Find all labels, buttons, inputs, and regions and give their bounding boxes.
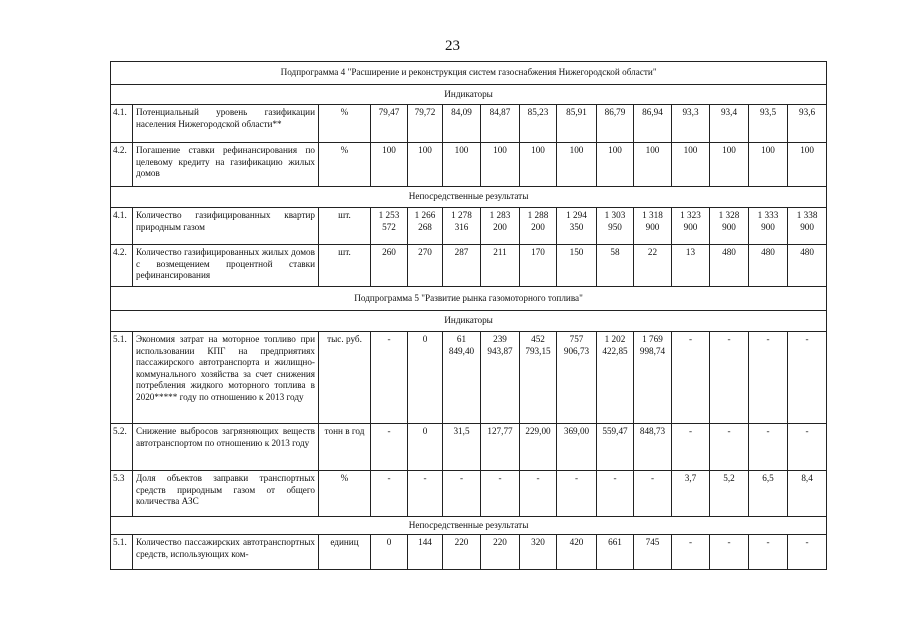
value-cell: 320 <box>520 535 557 570</box>
indicator-name: Количество газифицированных жилых домов с возмещением процентной ставки рефинансирования <box>133 245 319 287</box>
section-title: Индикаторы <box>111 311 827 332</box>
table-row <box>111 208 827 245</box>
value-cell: 1 323 900 <box>672 208 710 245</box>
value-cell: 420 <box>557 535 597 570</box>
value-cell: 1 303 950 <box>597 208 634 245</box>
value-cell: 31,5 <box>443 424 481 471</box>
value-cell: - <box>520 471 557 517</box>
value-cell: 100 <box>557 143 597 187</box>
value-cell: 6,5 <box>749 471 788 517</box>
table-row <box>111 332 827 424</box>
value-cell: - <box>710 424 749 471</box>
section-title: Непосредственные результаты <box>111 187 827 208</box>
value-cell: 85,91 <box>557 105 597 143</box>
value-cell: - <box>371 332 408 424</box>
unit-cell: единиц <box>319 535 371 570</box>
value-cell: 1 328 900 <box>710 208 749 245</box>
section-title: Подпрограмма 4 "Расширение и реконструкция систем газоснабжения Нижегородской области" <box>111 62 827 85</box>
row-number: 4.1. <box>111 208 133 245</box>
value-cell: 22 <box>634 245 672 287</box>
page-number: 23 <box>445 38 460 54</box>
unit-cell: % <box>319 143 371 187</box>
value-cell: 93,6 <box>788 105 827 143</box>
value-cell: 1 318 900 <box>634 208 672 245</box>
section-header-row <box>111 287 827 311</box>
table-body <box>111 62 827 570</box>
value-cell: 13 <box>672 245 710 287</box>
indicator-name: Количество газифицированных квартир природным газом <box>133 208 319 245</box>
value-cell: 100 <box>788 143 827 187</box>
value-cell: 0 <box>408 332 443 424</box>
value-cell: 3,7 <box>672 471 710 517</box>
section-header-row <box>111 85 827 105</box>
value-cell: 84,87 <box>481 105 520 143</box>
value-cell: 86,94 <box>634 105 672 143</box>
value-cell: - <box>672 424 710 471</box>
unit-cell: шт. <box>319 245 371 287</box>
value-cell: 8,4 <box>788 471 827 517</box>
value-cell: 369,00 <box>557 424 597 471</box>
value-cell: - <box>481 471 520 517</box>
value-cell: 100 <box>520 143 557 187</box>
value-cell: 1 333 900 <box>749 208 788 245</box>
table-row <box>111 471 827 517</box>
table-row <box>111 245 827 287</box>
value-cell: - <box>788 424 827 471</box>
value-cell: - <box>788 332 827 424</box>
value-cell: 0 <box>408 424 443 471</box>
indicator-name: Количество пассажирских автотранспортных средств, использующих ком- <box>133 535 319 570</box>
row-number: 4.2. <box>111 245 133 287</box>
section-header-row <box>111 517 827 535</box>
value-cell: 480 <box>749 245 788 287</box>
value-cell: 1 253 572 <box>371 208 408 245</box>
section-header-row <box>111 311 827 332</box>
section-header-row <box>111 62 827 85</box>
value-cell: 220 <box>481 535 520 570</box>
value-cell: 100 <box>443 143 481 187</box>
unit-cell: тонн в год <box>319 424 371 471</box>
value-cell: 100 <box>597 143 634 187</box>
value-cell: 1 294 350 <box>557 208 597 245</box>
value-cell: 93,5 <box>749 105 788 143</box>
unit-cell: % <box>319 105 371 143</box>
value-cell: 229,00 <box>520 424 557 471</box>
value-cell: - <box>557 471 597 517</box>
value-cell: 84,09 <box>443 105 481 143</box>
value-cell: 144 <box>408 535 443 570</box>
value-cell: 100 <box>634 143 672 187</box>
value-cell: - <box>672 535 710 570</box>
value-cell: - <box>710 332 749 424</box>
value-cell: 58 <box>597 245 634 287</box>
value-cell: 100 <box>481 143 520 187</box>
row-number: 5.1. <box>111 332 133 424</box>
value-cell: 661 <box>597 535 634 570</box>
value-cell: 100 <box>371 143 408 187</box>
row-number: 4.2. <box>111 143 133 187</box>
value-cell: 61 849,40 <box>443 332 481 424</box>
indicators-table <box>110 61 827 570</box>
value-cell: 1 283 200 <box>481 208 520 245</box>
section-header-row <box>111 187 827 208</box>
value-cell: 100 <box>749 143 788 187</box>
value-cell: - <box>371 424 408 471</box>
value-cell: 1 266 268 <box>408 208 443 245</box>
section-title: Непосредственные результаты <box>111 517 827 535</box>
table-row <box>111 143 827 187</box>
value-cell: 745 <box>634 535 672 570</box>
value-cell: - <box>371 471 408 517</box>
value-cell: 1 202 422,85 <box>597 332 634 424</box>
row-number: 5.1. <box>111 535 133 570</box>
value-cell: 85,23 <box>520 105 557 143</box>
value-cell: 93,3 <box>672 105 710 143</box>
value-cell: 220 <box>443 535 481 570</box>
value-cell: - <box>788 535 827 570</box>
value-cell: 0 <box>371 535 408 570</box>
indicator-name: Снижение выбросов загрязняющих веществ автотранспортом по отношению к 2013 году <box>133 424 319 471</box>
value-cell: 480 <box>788 245 827 287</box>
value-cell: 452 793,15 <box>520 332 557 424</box>
value-cell: - <box>408 471 443 517</box>
value-cell: 79,47 <box>371 105 408 143</box>
value-cell: 270 <box>408 245 443 287</box>
row-number: 5.2. <box>111 424 133 471</box>
unit-cell: % <box>319 471 371 517</box>
section-title: Индикаторы <box>111 85 827 105</box>
row-number: 5.3 <box>111 471 133 517</box>
value-cell: 1 278 316 <box>443 208 481 245</box>
indicator-name: Потенциальный уровень газификации населения Нижегородской области** <box>133 105 319 143</box>
indicator-name: Доля объектов заправки транспортных средств природным газом от общего количества АЗС <box>133 471 319 517</box>
value-cell: 1 288 200 <box>520 208 557 245</box>
value-cell: 100 <box>408 143 443 187</box>
value-cell: 79,72 <box>408 105 443 143</box>
value-cell: 1 338 900 <box>788 208 827 245</box>
value-cell: 150 <box>557 245 597 287</box>
value-cell: 848,73 <box>634 424 672 471</box>
value-cell: 287 <box>443 245 481 287</box>
unit-cell: тыс. руб. <box>319 332 371 424</box>
value-cell: 480 <box>710 245 749 287</box>
value-cell: - <box>749 535 788 570</box>
value-cell: 86,79 <box>597 105 634 143</box>
value-cell: 1 769 998,74 <box>634 332 672 424</box>
value-cell: 5,2 <box>710 471 749 517</box>
value-cell: 100 <box>672 143 710 187</box>
value-cell: 127,77 <box>481 424 520 471</box>
row-number: 4.1. <box>111 105 133 143</box>
unit-cell: шт. <box>319 208 371 245</box>
table-row <box>111 424 827 471</box>
value-cell: 211 <box>481 245 520 287</box>
indicator-name: Экономия затрат на моторное топливо при использовании КПГ на предприятиях пассажирского автотранспорта и жилищно-коммунального хозяйства за счет снижения потребления жидкого моторного топлива в 2020***** году по отношению к 2013 году <box>133 332 319 424</box>
value-cell: 100 <box>710 143 749 187</box>
value-cell: - <box>672 332 710 424</box>
value-cell: - <box>710 535 749 570</box>
value-cell: - <box>597 471 634 517</box>
indicator-name: Погашение ставки рефинансирования по целевому кредиту на газификацию жилых домов <box>133 143 319 187</box>
value-cell: 757 906,73 <box>557 332 597 424</box>
value-cell: - <box>749 424 788 471</box>
value-cell: 559,47 <box>597 424 634 471</box>
table-row <box>111 535 827 570</box>
value-cell: 239 943,87 <box>481 332 520 424</box>
table-row <box>111 105 827 143</box>
value-cell: - <box>443 471 481 517</box>
value-cell: - <box>749 332 788 424</box>
value-cell: 260 <box>371 245 408 287</box>
value-cell: 170 <box>520 245 557 287</box>
value-cell: 93,4 <box>710 105 749 143</box>
section-title: Подпрограмма 5 "Развитие рынка газомоторного топлива" <box>111 287 827 311</box>
value-cell: - <box>634 471 672 517</box>
